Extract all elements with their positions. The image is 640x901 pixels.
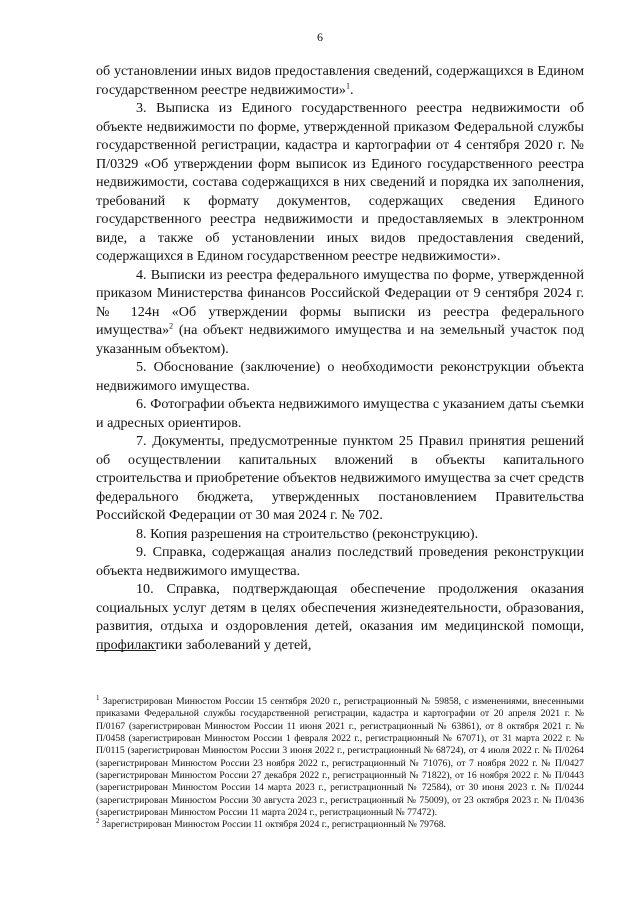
paragraph-item-10: 10. Справка, подтверждающая обеспечение продолжения оказания социальных услуг детям в целях обеспечения жизнедеятельности, образования, развития, отдыха и оздоровления детей, оказания им медицинской помощи, профилактики заболеваний у детей, xyxy=(96,581,584,653)
paragraph-item-4: 4. Выписки из реестра федерального имущества по форме, утвержденной приказом Министерства финансов Российской Федерации от 9 сентября 2024 г. № 124н «Об утверждении формы выписки из реестра федерального имущества»$^2$ (на объект недвижимого имущества и на земельный участок под указанным объектом). xyxy=(96,266,584,357)
paragraph-item-9: 9. Справка, содержащая анализ последствий проведения реконструкции объекта недвижимого имущества. xyxy=(96,544,584,579)
paragraph-item-5: 5. Обоснование (заключение) о необходимости реконструкции объекта недвижимого имущества. xyxy=(96,359,584,394)
paragraph-item-8: 8. Копия разрешения на строительство (реконструкцию). xyxy=(136,525,479,542)
body-text xyxy=(96,62,584,654)
paragraph-item-7: 7. Документы, предусмотренные пунктом 25 Правил принятия решений об осуществлении капитальных вложений в объекты капитального строительства и приобретение объектов недвижимого имущества за счет средств федерального бюджета, утвержденных постановлением Правительства Российской Федерации от 30 мая 2024 г. № 702. xyxy=(96,433,584,523)
footnote-ref-2: 2 xyxy=(169,321,174,331)
paragraph-item-6: 6. Фотографии объекта недвижимого имущества с указанием даты съемки и адресных ориентиров. xyxy=(96,396,584,431)
paragraph-item-3: 3. Выписка из Единого государственного реестра недвижимости об объекте недвижимости по форме, утвержденной приказом Федеральной службы государственной регистрации, кадастра и картографии от 4 сентября 2020 г. № П/0329 «Об утверждении форм выписок из Единого государственного реестра недвижимости, состава содержащихся в них сведений и порядка их заполнения, требований к формату документов, содержащих сведения Единого государственного реестра недвижимости и предоставляемых в электронном виде, а также об установлении иных видов предоставления сведений, содержащихся в Едином государственном реестре недвижимости». xyxy=(96,100,584,264)
paragraph-continuation: об установлении иных видов предоставления сведений, содержащихся в Едином государственном реестре недвижимости»$^1$. xyxy=(96,63,584,98)
footnotes xyxy=(96,693,584,832)
footnote-1: $^1$ Зарегистрирован Минюстом России 15 сентября 2020 г., регистрационный № 59858, с изменениями, внесенными приказами Федеральной службы государственной регистрации, кадастра и картографии от 20 апреля 2021 г. № П/0167 (зарегистрирован Минюстом России 11 июня 2021 г., регистрационный № 63861), от 8 октября 2021 г. № П/0458 (зарегистрирован Минюстом России 1 февраля 2022 г., регистрационный № 67071), от 31 марта 2022 г. № П/0115 (зарегистрирован Минюстом России 3 июня 2022 г., регистрационный № 68724), от 4 июля 2022 г. № П/0264 (зарегистрирован Минюстом России 23 ноября 2022 г., регистрационный № 71076), от 7 ноября 2022 г. № П/0427 (зарегистрирован Минюстом России 27 декабря 2022 г., регистрационный № 71822), от 16 ноября 2022 г. № П/0443 (зарегистрирован Минюстом России 14 марта 2023 г., регистрационный № 72584), от 30 июня 2023 г. № П/0244 (зарегистрирован Минюстом России 30 августа 2023 г., регистрационный № 75009), от 23 октября 2023 г. № П/0436 (зарегистрирован Минюстом России 11 марта 2024 г., регистрационный № 77472). xyxy=(96,693,584,819)
page-number: 6 xyxy=(317,30,323,44)
footnote-ref-1: 1 xyxy=(345,80,350,90)
footnote-separator xyxy=(96,650,156,651)
footnote-2: $^2$ Зарегистрирован Минюстом России 11 октября 2024 г., регистрационный № 79768. xyxy=(96,817,446,831)
